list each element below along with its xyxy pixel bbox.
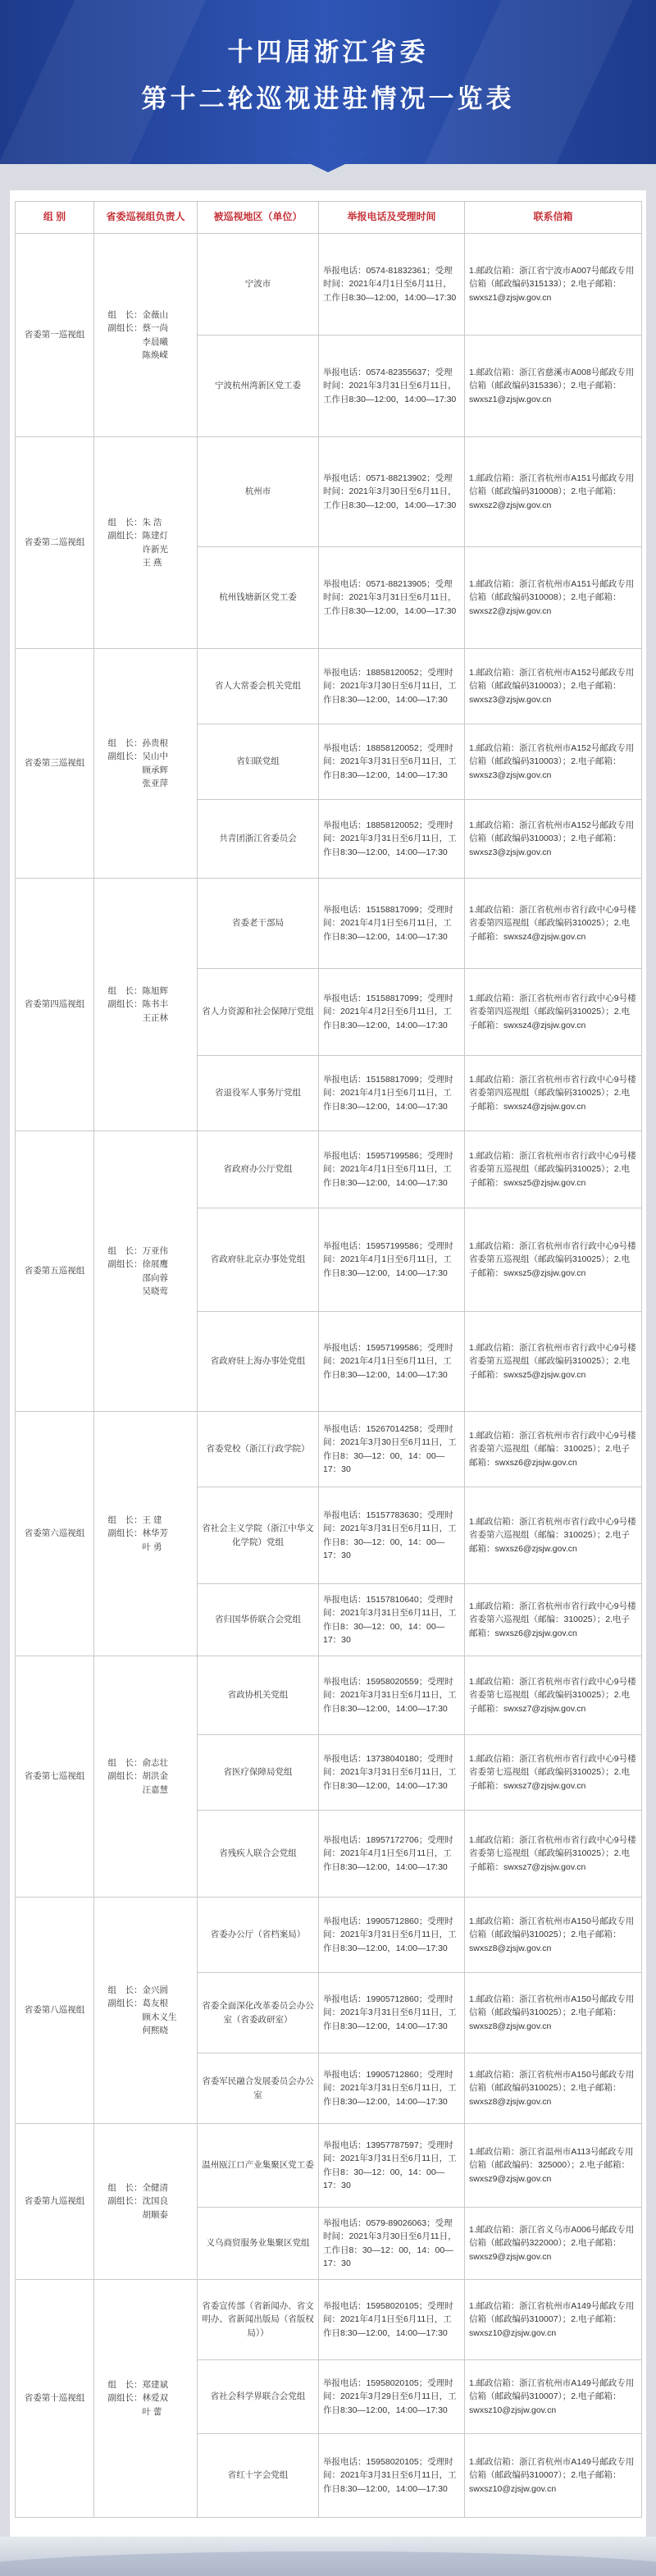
phone-cell: 举报电话：18858120052；受理时间：2021年3月30日至6月11日，工作日8:30—12:00，14:00—17:30 bbox=[319, 649, 465, 724]
unit-cell: 宁波杭州湾新区党工委 bbox=[198, 336, 319, 437]
leader-line: 副组长：徐展鹰 bbox=[107, 1259, 168, 1270]
mail-cell: 1.邮政信箱：浙江省杭州市省行政中心9号楼省委第七巡视组（邮政编码310025）；2.电子邮箱：swxsz7@zjsjw.gov.cn bbox=[465, 1656, 642, 1735]
unit-cell: 省政府办公厅党组 bbox=[198, 1131, 319, 1208]
footer-wave bbox=[0, 2551, 656, 2576]
inspection-table bbox=[15, 201, 642, 2518]
table-row bbox=[16, 1412, 642, 1487]
leader-line: 王正林 bbox=[107, 1012, 168, 1023]
mail-cell: 1.邮政信箱：浙江省杭州市A149号邮政专用信箱（邮政编码310007）；2.电子邮箱：swxsz10@zjsjw.gov.cn bbox=[465, 2280, 642, 2360]
leader-line: 组 长：金兴圆 bbox=[107, 1985, 168, 1995]
group-name-cell: 省委第一巡视组 bbox=[16, 234, 94, 437]
group-name-cell: 省委第五巡视组 bbox=[16, 1131, 94, 1412]
phone-cell: 举报电话：15158817099；受理时间：2021年4月1日至6月11日，工作日8:30—12:00，14:00—17:30 bbox=[319, 879, 465, 969]
unit-cell: 省医疗保障局党组 bbox=[198, 1735, 319, 1811]
table-body bbox=[16, 234, 642, 2518]
phone-cell: 举报电话：15958020559；受理时间：2021年3月31日至6月11日，工作日8:30—12:00，14:00—17:30 bbox=[319, 1656, 465, 1735]
page-title-line2: 第十二轮巡视进驻情况一览表 bbox=[141, 84, 515, 114]
table-row bbox=[16, 2124, 642, 2208]
leader-line: 张亚萍 bbox=[107, 778, 168, 788]
group-name-cell: 省委第二巡视组 bbox=[16, 437, 94, 649]
phone-cell: 举报电话：0571-88213905；受理时间：2021年3月31日至6月11日，工作日8:30—12:00，14:00—17:30 bbox=[319, 547, 465, 649]
group-leader-cell bbox=[94, 2124, 198, 2280]
leader-line: 陈焕嵘 bbox=[107, 349, 168, 360]
mail-cell: 1.邮政信箱：浙江省慈溪市A008号邮政专用信箱（邮政编码315336）；2.电子邮箱：swxsz1@zjsjw.gov.cn bbox=[465, 336, 642, 437]
table-row bbox=[16, 234, 642, 336]
mail-cell: 1.邮政信箱：浙江省义乌市A006号邮政专用信箱（邮政编码322000）；2.电子邮箱：swxsz9@zjsjw.gov.cn bbox=[465, 2208, 642, 2280]
column-header-mail: 联系信箱 bbox=[465, 202, 642, 234]
leader-line: 副组长：吴山中 bbox=[107, 751, 168, 762]
mail-cell: 1.邮政信箱：浙江省杭州市省行政中心9号楼省委第七巡视组（邮政编码310025）；2.电子邮箱：swxsz7@zjsjw.gov.cn bbox=[465, 1811, 642, 1898]
group-name-cell: 省委第七巡视组 bbox=[16, 1656, 94, 1898]
phone-cell: 举报电话：15157810640；受理时间：2021年3月31日至6月11日，工作日8：30—12：00，14：00—17：30 bbox=[319, 1584, 465, 1656]
group-leader-cell bbox=[94, 1131, 198, 1412]
mail-cell: 1.邮政信箱：浙江省杭州市A152号邮政专用信箱（邮政编码310003）；2.电子邮箱：swxsz3@zjsjw.gov.cn bbox=[465, 724, 642, 800]
leader-line: 邵向蓉 bbox=[107, 1272, 168, 1283]
leader-line: 叶 勇 bbox=[107, 1541, 162, 1552]
phone-cell: 举报电话：13738040180；受理时间：2021年3月31日至6月11日，工作日8:30—12:00，14:00—17:30 bbox=[319, 1735, 465, 1811]
phone-cell: 举报电话：15958020105；受理时间：2021年4月1日至6月11日，工作日8:30—12:00，14:00—17:30 bbox=[319, 2280, 465, 2360]
unit-cell: 省退役军人事务厅党组 bbox=[198, 1056, 319, 1131]
leader-line: 组 长：金薇山 bbox=[107, 309, 168, 320]
unit-cell: 省委全面深化改革委员会办公室（省委政研室） bbox=[198, 1973, 319, 2053]
leader-line: 顾木义生 bbox=[107, 2012, 177, 2022]
leader-line: 副组长：蔡一尚 bbox=[107, 323, 168, 334]
mail-cell: 1.邮政信箱：浙江省温州市A113号邮政专用信箱（邮政编码：325000）；2.电子邮箱：swxsz9@zjsjw.gov.cn bbox=[465, 2124, 642, 2208]
group-name-cell: 省委第六巡视组 bbox=[16, 1412, 94, 1656]
phone-cell: 举报电话：19905712860；受理时间：2021年3月31日至6月11日，工作日8:30—12:00，14:00—17:30 bbox=[319, 1898, 465, 1973]
mail-cell: 1.邮政信箱：浙江省杭州市A149号邮政专用信箱（邮政编码310007）；2.电子邮箱：swxsz10@zjsjw.gov.cn bbox=[465, 2360, 642, 2434]
mail-cell: 1.邮政信箱：浙江省杭州市A152号邮政专用信箱（邮政编码310003）；2.电子邮箱：swxsz3@zjsjw.gov.cn bbox=[465, 800, 642, 879]
phone-cell: 举报电话：19905712860；受理时间：2021年3月31日至6月11日，工作日8:30—12:00，14:00—17:30 bbox=[319, 2053, 465, 2124]
footer-band bbox=[0, 2537, 656, 2576]
leader-line: 组 长：俞志壮 bbox=[107, 1758, 168, 1769]
mail-cell: 1.邮政信箱：浙江省杭州市省行政中心9号楼省委第六巡视组（邮编：310025）；2.电子邮箱：swxsz6@zjsjw.gov.cn bbox=[465, 1584, 642, 1656]
unit-cell: 省归国华侨联合会党组 bbox=[198, 1584, 319, 1656]
group-leader-cell bbox=[94, 879, 198, 1131]
unit-cell: 省社会主义学院（浙江中华文化学院）党组 bbox=[198, 1487, 319, 1584]
mail-cell: 1.邮政信箱：浙江省杭州市A151号邮政专用信箱（邮政编码310008）；2.电子邮箱：swxsz2@zjsjw.gov.cn bbox=[465, 437, 642, 547]
header-banner bbox=[0, 0, 656, 164]
table-row bbox=[16, 1131, 642, 1208]
table-row bbox=[16, 2280, 642, 2360]
unit-cell: 省社会科学界联合会党组 bbox=[198, 2360, 319, 2434]
mail-cell: 1.邮政信箱：浙江省杭州市A150号邮政专用信箱（邮政编码310025）；2.电子邮箱：swxsz8@zjsjw.gov.cn bbox=[465, 1898, 642, 1973]
leader-line: 叶 蕾 bbox=[107, 2406, 162, 2417]
unit-cell: 省委老干部局 bbox=[198, 879, 319, 969]
group-leader-cell bbox=[94, 649, 198, 879]
leader-line: 副组长：林华芳 bbox=[107, 1528, 168, 1539]
leader-line: 副组长：陈书丰 bbox=[107, 999, 168, 1010]
group-leader-cell bbox=[94, 437, 198, 649]
phone-cell: 举报电话：15958020105；受理时间：2021年3月31日至6月11日，工作日8:30—12:00，14:00—17:30 bbox=[319, 2434, 465, 2518]
banner-arrow bbox=[287, 153, 369, 172]
column-header-group: 组 别 bbox=[16, 202, 94, 234]
group-name-cell: 省委第八巡视组 bbox=[16, 1898, 94, 2124]
leader-line: 顾承辉 bbox=[107, 765, 168, 775]
table-row bbox=[16, 1656, 642, 1735]
unit-cell: 义乌商贸服务业集聚区党组 bbox=[198, 2208, 319, 2280]
phone-cell: 举报电话：15157783630；受理时间：2021年3月31日至6月11日，工作日8：30—12：00，14：00—17：30 bbox=[319, 1487, 465, 1584]
mail-cell: 1.邮政信箱：浙江省杭州市省行政中心9号楼省委第四巡视组（邮政编码310025）；2.电子邮箱：swxsz4@zjsjw.gov.cn bbox=[465, 969, 642, 1056]
leader-line: 副组长：陈建灯 bbox=[107, 531, 168, 541]
leader-line: 胡顺泰 bbox=[107, 2209, 168, 2220]
table-row bbox=[16, 1898, 642, 1973]
unit-cell: 宁波市 bbox=[198, 234, 319, 336]
column-header-phone: 举报电话及受理时间 bbox=[319, 202, 465, 234]
mail-cell: 1.邮政信箱：浙江省杭州市A150号邮政专用信箱（邮政编码310025）；2.电子邮箱：swxsz8@zjsjw.gov.cn bbox=[465, 1973, 642, 2053]
leader-line: 副组长：林爱双 bbox=[107, 2393, 168, 2404]
unit-cell: 共青团浙江省委员会 bbox=[198, 800, 319, 879]
mail-cell: 1.邮政信箱：浙江省杭州市A150号邮政专用信箱（邮政编码310025）；2.电子邮箱：swxsz8@zjsjw.gov.cn bbox=[465, 2053, 642, 2124]
mail-cell: 1.邮政信箱：浙江省杭州市A151号邮政专用信箱（邮政编码310008）；2.电子邮箱：swxsz2@zjsjw.gov.cn bbox=[465, 547, 642, 649]
unit-cell: 省人大常委会机关党组 bbox=[198, 649, 319, 724]
phone-cell: 举报电话：15957199586；受理时间：2021年4月1日至6月11日，工作日8:30—12:00，14:00—17:30 bbox=[319, 1312, 465, 1412]
unit-cell: 省委党校（浙江行政学院） bbox=[198, 1412, 319, 1487]
mail-cell: 1.邮政信箱：浙江省杭州市省行政中心9号楼省委第四巡视组（邮政编码310025）；2.电子邮箱：swxsz4@zjsjw.gov.cn bbox=[465, 1056, 642, 1131]
unit-cell: 省残疾人联合会党组 bbox=[198, 1811, 319, 1898]
leader-line: 组 长：全健清 bbox=[107, 2183, 168, 2194]
table-row bbox=[16, 879, 642, 969]
unit-cell: 杭州市 bbox=[198, 437, 319, 547]
group-leader-cell bbox=[94, 1656, 198, 1898]
mail-cell: 1.邮政信箱：浙江省杭州市A149号邮政专用信箱（邮政编码310007）；2.电子邮箱：swxsz10@zjsjw.gov.cn bbox=[465, 2434, 642, 2518]
group-leader-cell bbox=[94, 2280, 198, 2518]
group-leader-cell bbox=[94, 1898, 198, 2124]
unit-cell: 省人力资源和社会保障厅党组 bbox=[198, 969, 319, 1056]
leader-line: 何熙晓 bbox=[107, 2025, 168, 2035]
mail-cell: 1.邮政信箱：浙江省宁波市A007号邮政专用信箱（邮政编码315133）；2.电子邮箱：swxsz1@zjsjw.gov.cn bbox=[465, 234, 642, 336]
leader-line: 组 长：万亚伟 bbox=[107, 1245, 168, 1256]
phone-cell: 举报电话：18858120052；受理时间：2021年3月31日至6月11日，工作日8:30—12:00，14:00—17:30 bbox=[319, 800, 465, 879]
phone-cell: 举报电话：0574-82355637；受理时间：2021年3月31日至6月11日，工作日8:30—12:00，14:00—17:30 bbox=[319, 336, 465, 437]
mail-cell: 1.邮政信箱：浙江省杭州市省行政中心9号楼省委第四巡视组（邮政编码310025）；2.电子邮箱：swxsz4@zjsjw.gov.cn bbox=[465, 879, 642, 969]
mail-cell: 1.邮政信箱：浙江省杭州市省行政中心9号楼省委第七巡视组（邮政编码310025）；2.电子邮箱：swxsz7@zjsjw.gov.cn bbox=[465, 1735, 642, 1811]
table-row bbox=[16, 649, 642, 724]
mail-cell: 1.邮政信箱：浙江省杭州市省行政中心9号楼省委第五巡视组（邮政编码310025）；2.电子邮箱：swxsz5@zjsjw.gov.cn bbox=[465, 1208, 642, 1312]
phone-cell: 举报电话：15958020105；受理时间：2021年3月29日至6月11日，工作日8:30—12:00，14:00—17:30 bbox=[319, 2360, 465, 2434]
leader-line: 吴晓莺 bbox=[107, 1286, 168, 1296]
phone-cell: 举报电话：19905712860；受理时间：2021年3月31日至6月11日，工作日8:30—12:00，14:00—17:30 bbox=[319, 1973, 465, 2053]
unit-cell: 省委宣传部（省新闻办、省文明办、省新闻出版局（省版权局）） bbox=[198, 2280, 319, 2360]
group-name-cell: 省委第十巡视组 bbox=[16, 2280, 94, 2518]
phone-cell: 举报电话：0571-88213902；受理时间：2021年3月30日至6月11日，工作日8:30—12:00，14:00—17:30 bbox=[319, 437, 465, 547]
mail-cell: 1.邮政信箱：浙江省杭州市省行政中心9号楼省委第六巡视组（邮编：310025）；2.电子邮箱：swxsz6@zjsjw.gov.cn bbox=[465, 1487, 642, 1584]
unit-cell: 省政府驻上海办事处党组 bbox=[198, 1312, 319, 1412]
column-header-leader: 省委巡视组负责人 bbox=[94, 202, 198, 234]
leader-line: 副组长：沈国良 bbox=[107, 2196, 168, 2207]
phone-cell: 举报电话：13957787597；受理时间：2021年3月31日至6月11日，工作日8：30—12：00，14：00—17：30 bbox=[319, 2124, 465, 2208]
unit-cell: 省委办公厅（省档案局） bbox=[198, 1898, 319, 1973]
unit-cell: 省委军民融合发展委员会办公室 bbox=[198, 2053, 319, 2124]
group-leader-cell bbox=[94, 1412, 198, 1656]
leader-line: 组 长：孙贵根 bbox=[107, 738, 168, 748]
mail-cell: 1.邮政信箱：浙江省杭州市省行政中心9号楼省委第五巡视组（邮政编码310025）；2.电子邮箱：swxsz5@zjsjw.gov.cn bbox=[465, 1131, 642, 1208]
phone-cell: 举报电话：15267014258；受理时间：2021年3月30日至6月11日，工作日8：30—12：00，14：00—17：30 bbox=[319, 1412, 465, 1487]
leader-line: 组 长：郑建斌 bbox=[107, 2380, 168, 2391]
phone-cell: 举报电话：15957199586；受理时间：2021年4月1日至6月11日，工作日8:30—12:00，14:00—17:30 bbox=[319, 1208, 465, 1312]
unit-cell: 省妇联党组 bbox=[198, 724, 319, 800]
phone-cell: 举报电话：18957172706；受理时间：2021年4月1日至6月11日，工作日8:30—12:00，14:00—17:30 bbox=[319, 1811, 465, 1898]
leader-line: 副组长：胡洪金 bbox=[107, 1771, 168, 1782]
phone-cell: 举报电话：0579-89026063；受理时间：2021年3月30日至6月11日，工作日8：30—12：00，14：00—17：30 bbox=[319, 2208, 465, 2280]
leader-line: 副组长：葛友根 bbox=[107, 1998, 168, 2009]
page-title-line1: 十四届浙江省委 bbox=[227, 38, 429, 67]
leader-line: 汪嘉慧 bbox=[107, 1784, 168, 1795]
mail-cell: 1.邮政信箱：浙江省杭州市省行政中心9号楼省委第六巡视组（邮编：310025）；2.电子邮箱：swxsz6@zjsjw.gov.cn bbox=[465, 1412, 642, 1487]
phone-cell: 举报电话：0574-81832361；受理时间：2021年4月1日至6月11日，工作日8:30—12:00，14:00—17:30 bbox=[319, 234, 465, 336]
mail-cell: 1.邮政信箱：浙江省杭州市省行政中心9号楼省委第五巡视组（邮政编码310025）；2.电子邮箱：swxsz5@zjsjw.gov.cn bbox=[465, 1312, 642, 1412]
group-name-cell: 省委第九巡视组 bbox=[16, 2124, 94, 2280]
phone-cell: 举报电话：18858120052；受理时间：2021年3月31日至6月11日，工作日8:30—12:00，14:00—17:30 bbox=[319, 724, 465, 800]
leader-line: 许新光 bbox=[107, 544, 168, 555]
phone-cell: 举报电话：15158817099；受理时间：2021年4月2日至6月11日，工作日8:30—12:00，14:00—17:30 bbox=[319, 969, 465, 1056]
unit-cell: 温州瓯江口产业集聚区党工委 bbox=[198, 2124, 319, 2208]
table-row bbox=[16, 437, 642, 547]
column-header-unit: 被巡视地区（单位） bbox=[198, 202, 319, 234]
group-name-cell: 省委第四巡视组 bbox=[16, 879, 94, 1131]
table-header-row bbox=[16, 202, 642, 234]
group-leader-cell bbox=[94, 234, 198, 437]
leader-line: 组 长：陈旭辉 bbox=[107, 986, 168, 997]
leader-line: 李晨曦 bbox=[107, 336, 168, 347]
unit-cell: 杭州钱塘新区党工委 bbox=[198, 547, 319, 649]
unit-cell: 省政府驻北京办事处党组 bbox=[198, 1208, 319, 1312]
phone-cell: 举报电话：15158817099；受理时间：2021年4月1日至6月11日，工作日8:30—12:00，14:00—17:30 bbox=[319, 1056, 465, 1131]
group-name-cell: 省委第三巡视组 bbox=[16, 649, 94, 879]
unit-cell: 省红十字会党组 bbox=[198, 2434, 319, 2518]
leader-line: 组 长：王 建 bbox=[107, 1515, 162, 1526]
unit-cell: 省政协机关党组 bbox=[198, 1656, 319, 1735]
phone-cell: 举报电话：15957199586；受理时间：2021年4月1日至6月11日，工作日8:30—12:00，14:00—17:30 bbox=[319, 1131, 465, 1208]
leader-line: 组 长：朱 浩 bbox=[107, 517, 162, 528]
mail-cell: 1.邮政信箱：浙江省杭州市A152号邮政专用信箱（邮政编码310003）；2.电子邮箱：swxsz3@zjsjw.gov.cn bbox=[465, 649, 642, 724]
leader-line: 王 燕 bbox=[107, 557, 162, 568]
